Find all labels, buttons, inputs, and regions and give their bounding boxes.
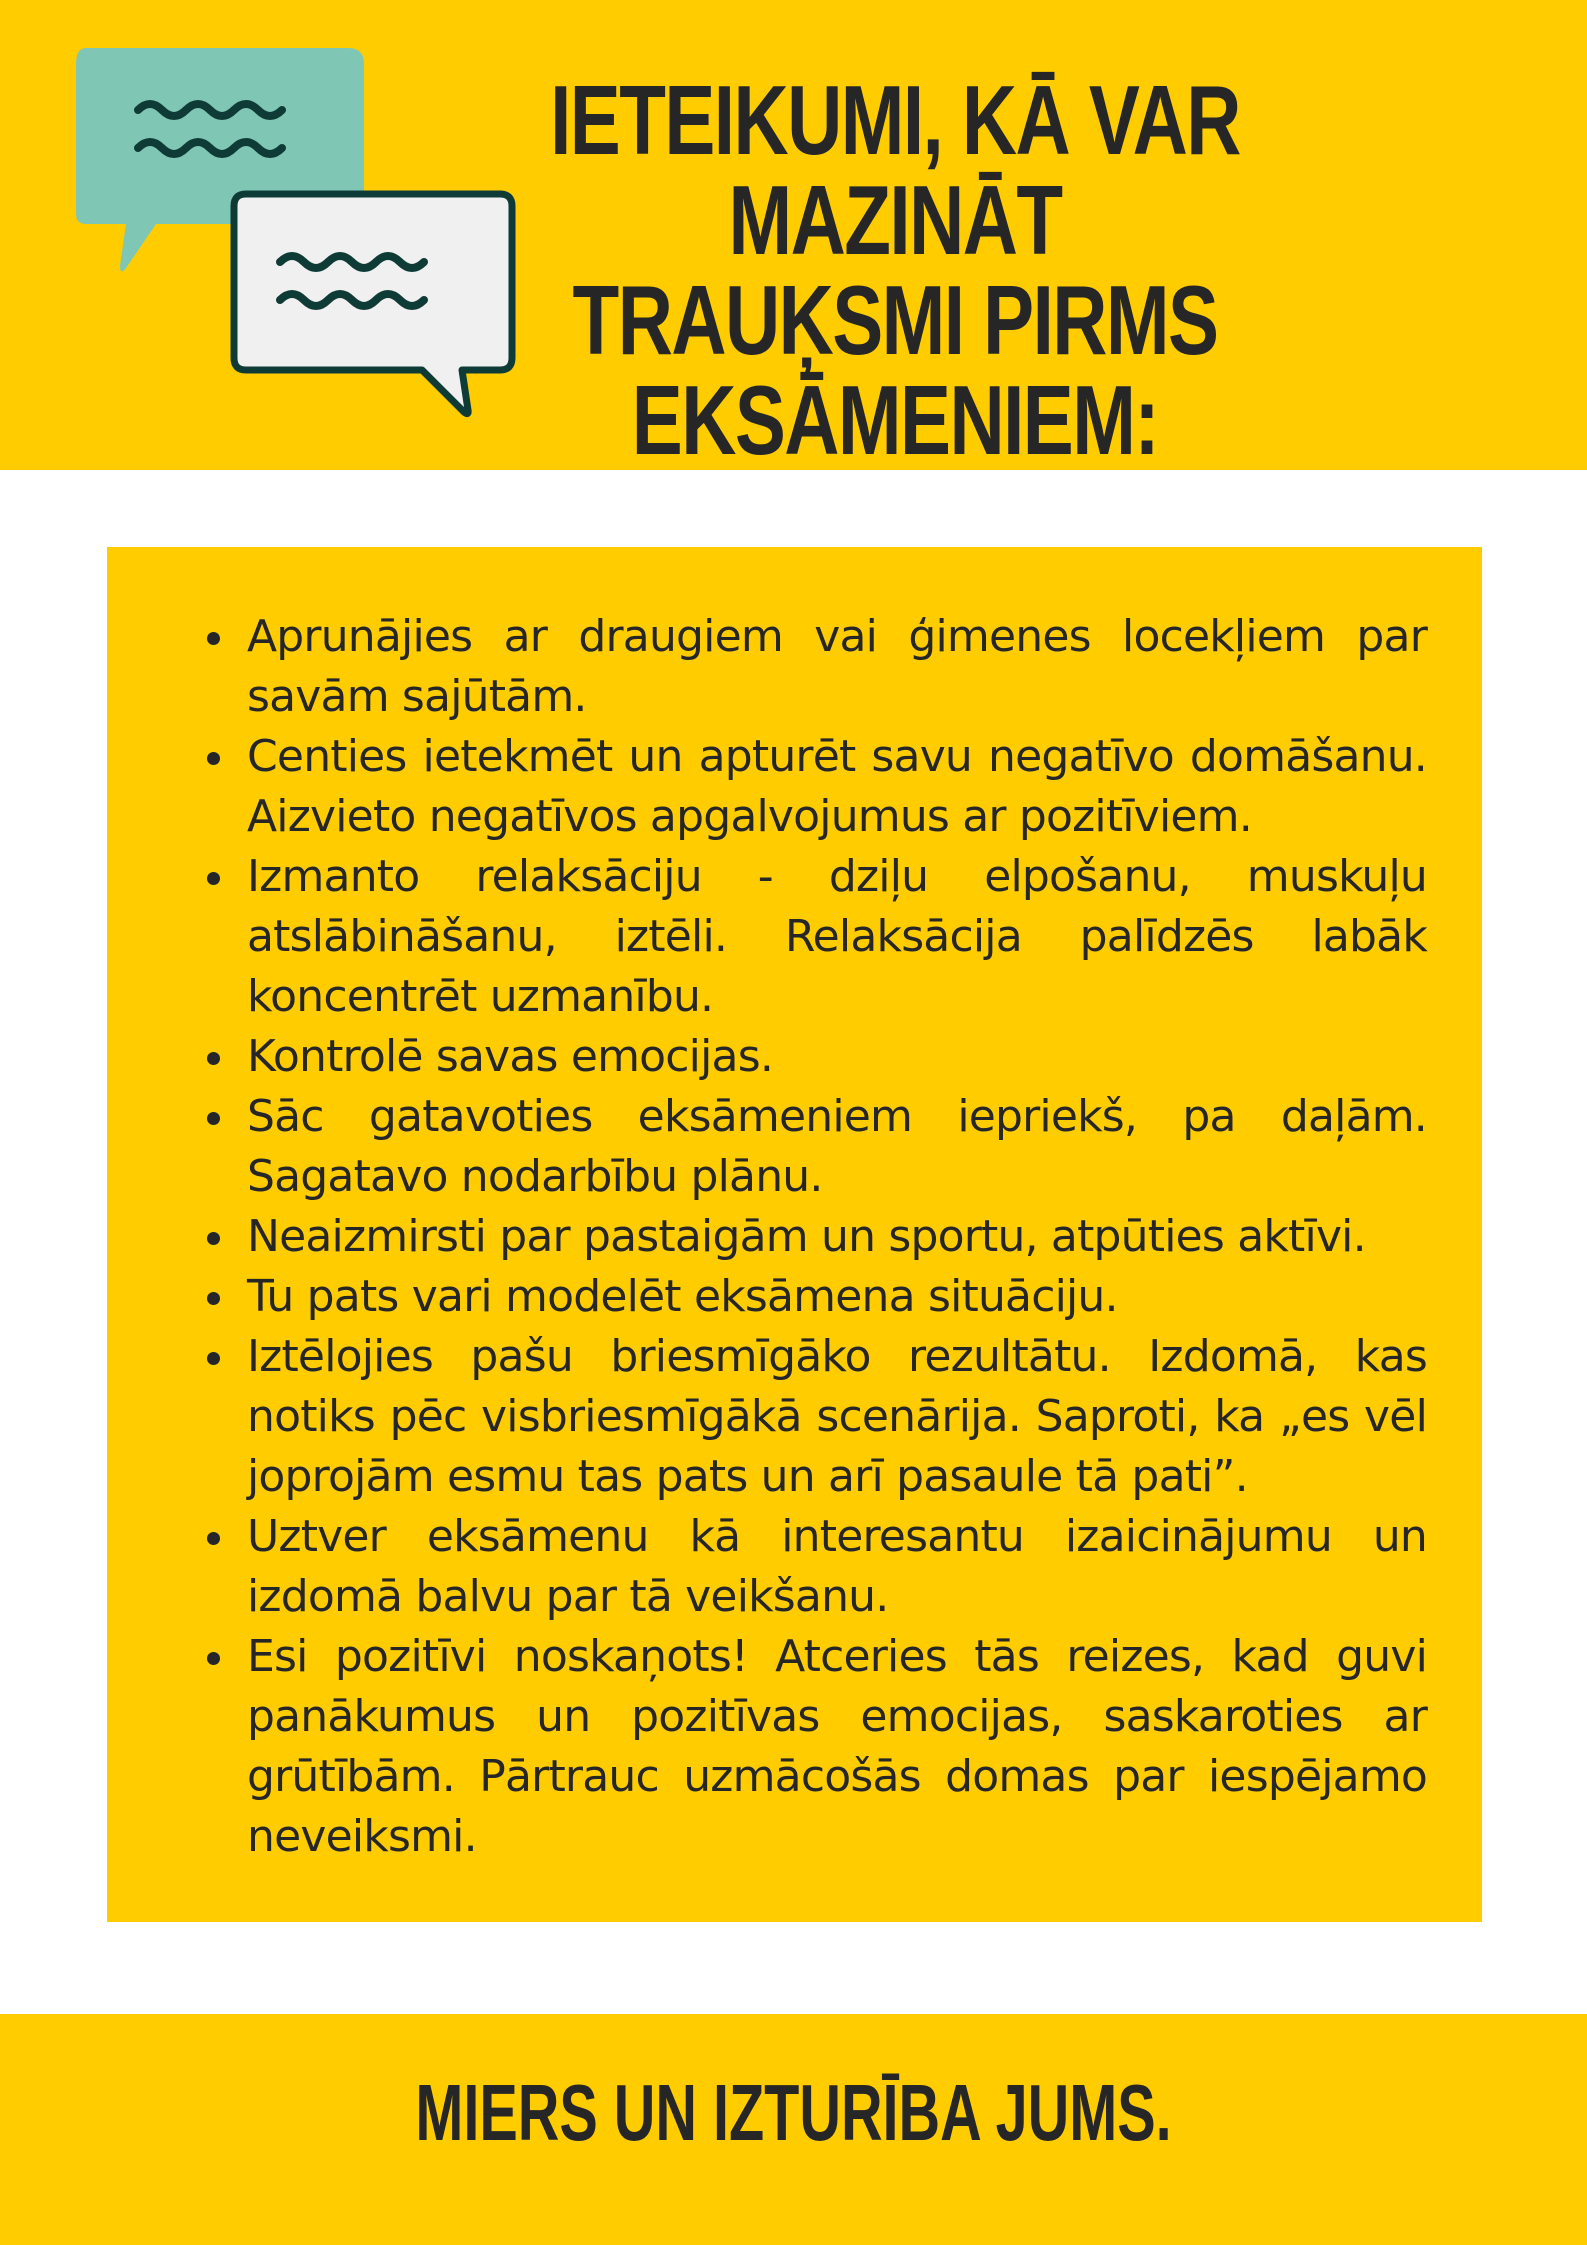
header-band	[0, 0, 1587, 475]
list-item: Izmanto relaksāciju - dziļu elpošanu, muskuļu atslābināšanu, iztēli. Relaksācija palīdzēs labāk koncentrēt uzmanību.	[247, 847, 1427, 1027]
footer-message: MIERS UN IZTURĪBA JUMS.	[415, 2068, 1172, 2157]
tips-list	[107, 607, 1427, 1867]
list-item: Tu pats vari modelēt eksāmena situāciju.	[247, 1267, 1427, 1327]
list-item: Esi pozitīvi noskaņots! Atceries tās reizes, kad guvi panākumus un pozitīvas emocijas, saskaroties ar grūtībām. Pārtrauc uzmācošās domas par iespējamo neveiksmi.	[247, 1627, 1427, 1867]
list-item: Kontrolē savas emocijas.	[247, 1027, 1427, 1087]
chat-bubbles-icon	[70, 40, 530, 420]
list-item: Uztver eksāmenu kā interesantu izaicinājumu un izdomā balvu par tā veikšanu.	[247, 1507, 1427, 1627]
list-item: Aprunājies ar draugiem vai ģimenes locekļiem par savām sajūtām.	[247, 607, 1427, 727]
list-item: Centies ietekmēt un apturēt savu negatīvo domāšanu. Aizvieto negatīvos apgalvojumus ar pozitīviem.	[247, 727, 1427, 847]
page-title: IETEIKUMI, KĀ VAR MAZINĀT TRAUĶSMI PIRMS EKSĀMENIEM:	[550, 65, 1240, 475]
tips-box	[107, 547, 1482, 1922]
list-item: Sāc gatavoties eksāmeniem iepriekš, pa daļām. Sagatavo nodarbību plānu.	[247, 1087, 1427, 1207]
list-item: Neaizmirsti par pastaigām un sportu, atpūties aktīvi.	[247, 1207, 1427, 1267]
list-item: Iztēlojies pašu briesmīgāko rezultātu. Izdomā, kas notiks pēc visbriesmīgākā scenārija. Saproti, ka „es vēl joprojām esmu tas pats un arī pasaule tā pati”.	[247, 1327, 1427, 1507]
